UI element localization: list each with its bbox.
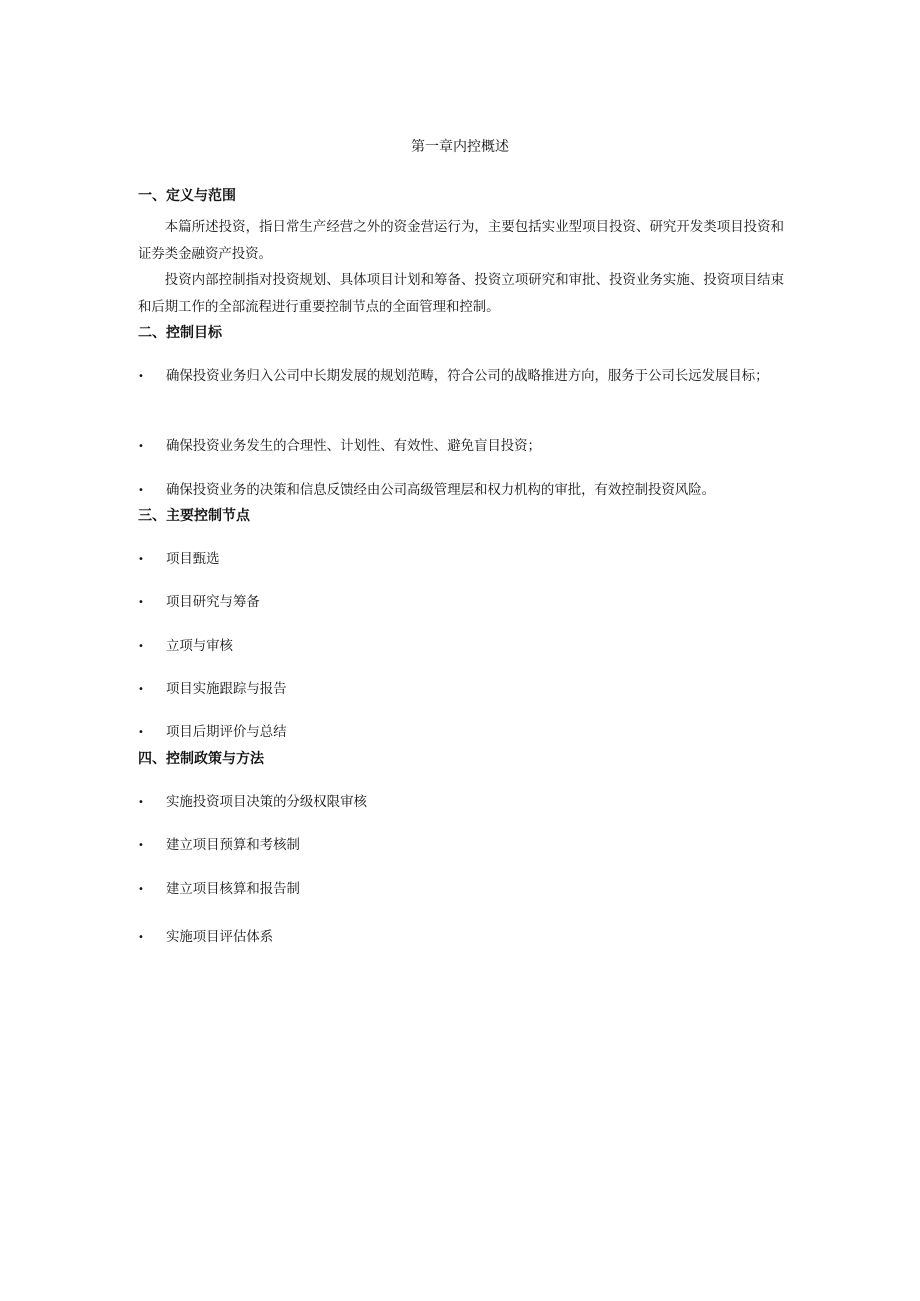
list-item-text: 实施项目评估体系 [166,930,274,945]
bullet-icon: • [138,554,144,565]
list-item-text: 项目实施跟踪与报告 [166,682,287,697]
list-item-text: 立项与审核 [166,639,233,654]
definition-paragraph: 投资内部控制指对投资规划、具体项目计划和筹备、投资立项研究和审批、投资业务实施、投资项目结束和后期工作的全部流程进行重要控制节点的全面管理和控制。 [138,273,784,315]
bullet-icon: • [138,684,144,695]
list-item-text: 建立项目预算和考核制 [166,838,300,853]
list-item [138,633,784,660]
list-item [138,433,784,460]
bullet-icon: • [138,840,144,851]
list-item [138,924,784,951]
list-item [138,477,784,504]
list-item-text: 项目研究与筹备 [166,595,260,610]
list-item-text: 确保投资业务发生的合理性、计划性、有效性、避免盲目投资； [166,439,541,454]
list-item-text: 实施投资项目决策的分级权限审核 [166,795,367,810]
bullet-icon: • [138,441,144,452]
section-heading-definition: 一、定义与范围 [138,188,236,204]
list-item [138,832,784,859]
bullet-icon: • [138,597,144,608]
section-heading-policies: 四、控制政策与方法 [138,751,264,767]
list-item-text: 确保投资业务的决策和信息反馈经由公司高级管理层和权力机构的审批，有效控制投资风险。 [166,483,716,498]
definition-paragraph: 本篇所述投资，指日常生产经营之外的资金营运行为，主要包括实业型项目投资、研究开发类项目投资和证券类金融资产投资。 [138,220,784,262]
list-item-text: 确保投资业务归入公司中长期发展的规划范畴，符合公司的战略推进方向，服务于公司长远发展目标； [166,369,769,384]
section-heading-control-points: 三、主要控制节点 [138,508,250,524]
list-item-text: 项目甄选 [166,552,220,567]
chapter-title: 第一章内控概述 [411,139,509,155]
list-item [138,789,784,816]
list-item [138,363,784,390]
bullet-icon: • [138,884,144,895]
list-item [138,876,784,903]
bullet-icon: • [138,727,144,738]
bullet-icon: • [138,797,144,808]
bullet-icon: • [138,371,144,382]
bullet-icon: • [138,485,144,496]
bullet-icon: • [138,641,144,652]
bullet-icon: • [138,932,144,943]
list-item [138,589,784,616]
list-item-text: 项目后期评价与总结 [166,725,287,740]
list-item-text: 建立项目核算和报告制 [166,882,300,897]
section-heading-objectives: 二、控制目标 [138,325,222,341]
list-item [138,546,784,573]
list-item [138,719,784,746]
list-item [138,676,784,703]
